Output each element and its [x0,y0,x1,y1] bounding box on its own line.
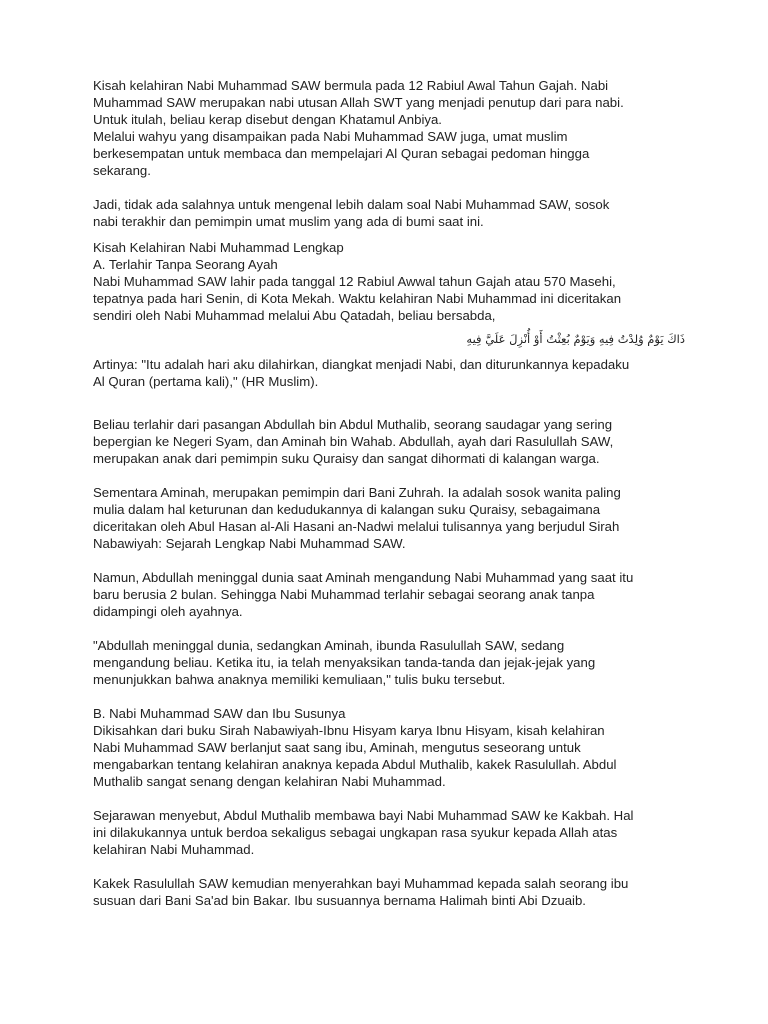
paragraph-sementara: Sementara Aminah, merupakan pemimpin dari Bani Zuhrah. Ia adalah sosok wanita paling mulia dalam hal keturunan dan kedudukannya di kalangan suku Quraisy, sebagaimana diceritakan oleh Abul Hasan al-Ali Hasani an-Nadwi melalui tulisannya yang berjudul Sirah Nabawiyah: Sejarah Lengkap Nabi Muhammad SAW. [93,485,621,551]
spacer [93,390,693,416]
document-page [93,77,693,909]
spacer [93,230,693,239]
spacer [93,552,693,569]
section-heading-b: B. Nabi Muhammad SAW dan Ibu Susunya [93,706,346,721]
paragraph-namun: Namun, Abdullah meninggal dunia saat Aminah mengandung Nabi Muhammad yang saat itu baru berusia 2 bulan. Sehingga Nabi Muhammad terlahir sebagai seorang anak tanpa didampingi oleh ayahnya. [93,570,634,619]
arabic-hadith-quote: ذَاكَ يَوْمٌ وُلِدْتُ فِيهِ وَيَوْمٌ بُعِثْتُ أَوْ أُنْزِلَ عَلَيَّ فِيهِ [466,332,685,346]
paragraph-jadi: Jadi, tidak ada salahnya untuk mengenal lebih dalam soal Nabi Muhammad SAW, sosok nabi terakhir dan pemimpin umat muslim yang ada di bumi saat ini. [93,197,610,229]
spacer [93,790,693,807]
paragraph-a1: Nabi Muhammad SAW lahir pada tanggal 12 Rabiul Awwal tahun Gajah atau 570 Masehi, tepatnya pada hari Senin, di Kota Mekah. Waktu kelahiran Nabi Muhammad ini diceritakan sendiri oleh Nabi Muhammad melalui Abu Qatadah, beliau bersabda, [93,274,622,323]
paragraph-sejarawan: Sejarawan menyebut, Abdul Muthalib membawa bayi Nabi Muhammad SAW ke Kakbah. Hal ini dilakukannya untuk berdoa sekaligus sebagai ungkapan rasa syukur kepada Allah atas kelahiran Nabi Muhammad. [93,808,634,857]
spacer [93,467,693,484]
paragraph-b1: Dikisahkan dari buku Sirah Nabawiyah-Ibnu Hisyam karya Ibnu Hisyam, kisah kelahiran Nabi Muhammad SAW berlanjut saat sang ibu, Aminah, mengutus seseorang untuk mengabarkan tentang kelahiran anaknya kepada Abdul Muthalib, kakek Rasulullah. Abdul Muthalib sangat senang dengan kelahiran Nabi Muhammad. [93,723,617,789]
paragraph-kakek: Kakek Rasulullah SAW kemudian menyerahkan bayi Muhammad kepada salah seorang ibu susuan dari Bani Sa'ad bin Bakar. Ibu susuannya bernama Halimah binti Abi Dzuaib. [93,876,629,908]
spacer [93,179,693,196]
paragraph-book-quote: "Abdullah meninggal dunia, sedangkan Aminah, ibunda Rasulullah SAW, sedang mengandung beliau. Ketika itu, ia telah menyaksikan tanda-tanda dan jejak-jejak yang menunjukkan bahwa anaknya memiliki kemuliaan," tulis buku tersebut. [93,638,596,687]
section-heading-a: A. Terlahir Tanpa Seorang Ayah [93,257,278,272]
spacer [93,858,693,875]
paragraph-beliau: Beliau terlahir dari pasangan Abdullah bin Abdul Muthalib, seorang saudagar yang sering bepergian ke Negeri Syam, dan Aminah bin Wahab. Abdullah, ayah dari Rasulullah SAW, merupakan anak dari pemimpin suku Quraisy dan sangat dihormati di kalangan warga. [93,417,614,466]
spacer [93,620,693,637]
intro-paragraph: Kisah kelahiran Nabi Muhammad SAW bermula pada 12 Rabiul Awal Tahun Gajah. Nabi Muhammad SAW merupakan nabi utusan Allah SWT yang menjadi penutup dari para nabi. Untuk itulah, beliau kerap disebut dengan Khatamul Anbiya. Melalui wahyu yang disampaikan pada Nabi Muhammad SAW juga, umat muslim berkesempatan untuk membaca dan mempelajari Al Quran sebagai pedoman hingga sekarang. [93,78,624,178]
spacer [93,688,693,705]
paragraph-artinya: Artinya: "Itu adalah hari aku dilahirkan, diangkat menjadi Nabi, dan diturunkannya kepadaku Al Quran (pertama kali)," (HR Muslim). [93,357,630,389]
section-heading-main: Kisah Kelahiran Nabi Muhammad Lengkap [93,240,344,255]
